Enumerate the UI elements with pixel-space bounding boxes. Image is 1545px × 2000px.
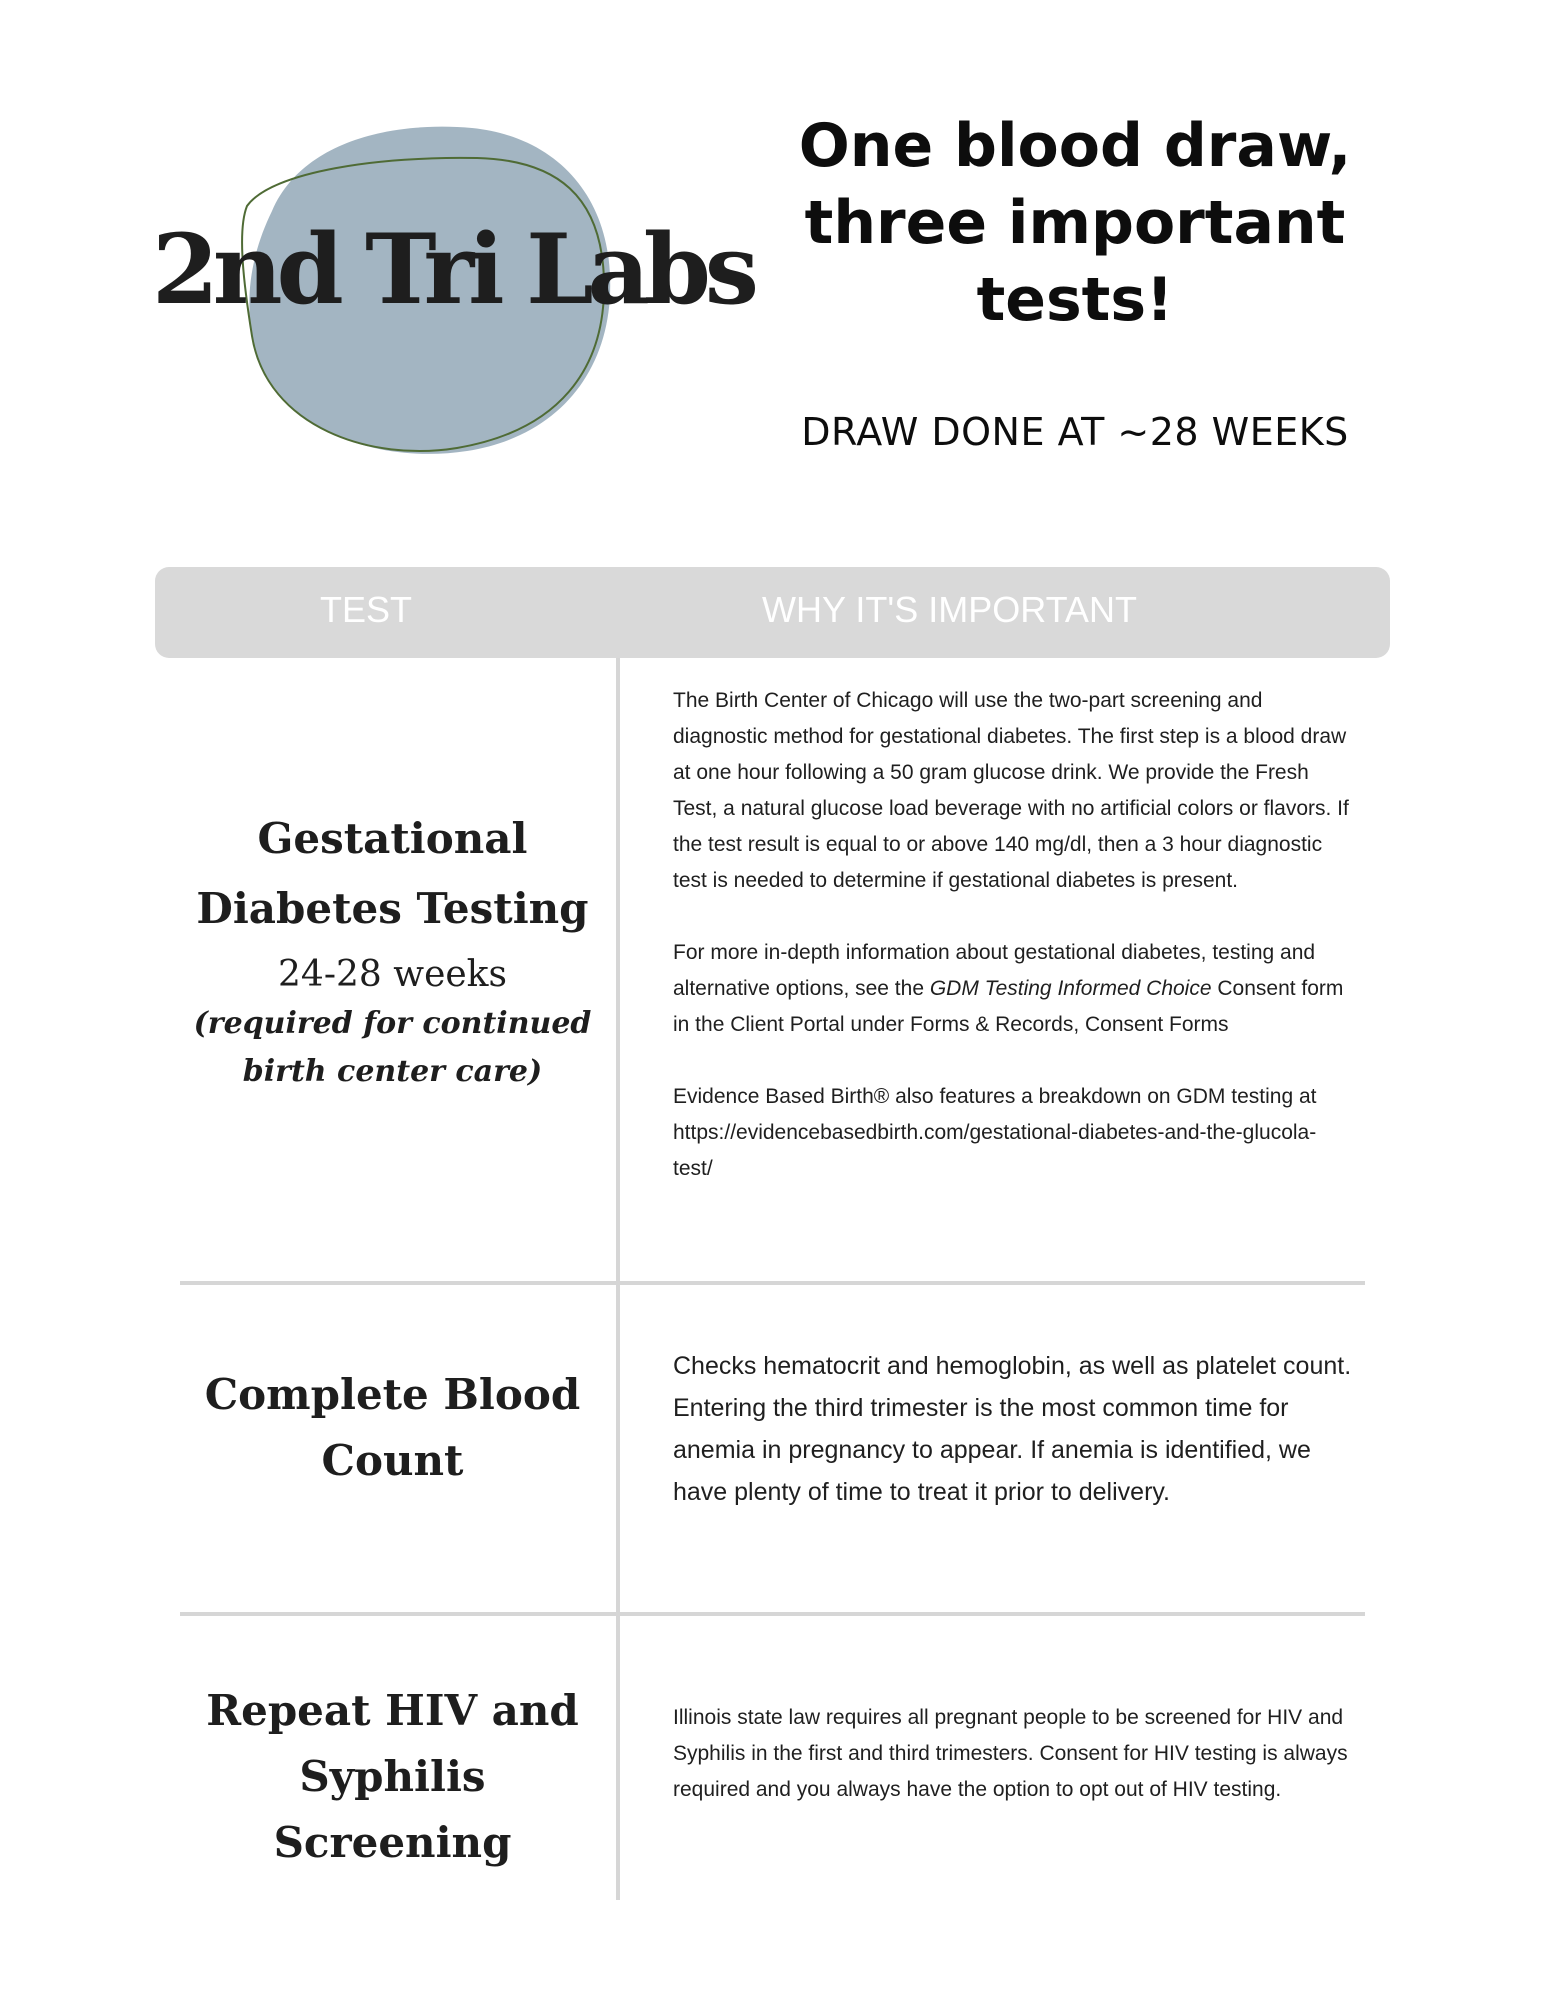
test-weeks: 24-28 weeks: [278, 954, 507, 995]
headline-line: three important: [804, 188, 1346, 258]
description-paragraph: Illinois state law requires all pregnant people to be screened for HIV and Syphilis in the first and third trimesters. Consent for HIV testing is always required and you always have the option to opt out of HIV testing.: [673, 1706, 1348, 1801]
column-header-test: TEST: [319, 589, 412, 630]
column-divider: [616, 658, 620, 1900]
test-note-line: birth center care): [242, 1054, 543, 1089]
draw-timing-subhead: DRAW DONE AT ~28 WEEKS: [801, 410, 1349, 454]
test-name-line: Syphilis Screening: [273, 1752, 512, 1867]
description-paragraph: [673, 935, 1353, 1043]
description-text: Consent form in the Client Portal under Forms & Records, Consent Forms: [673, 977, 1344, 1036]
description-paragraph: The Birth Center of Chicago will use the two-part screening and diagnostic method for gestational diabetes. The first step is a blood draw at one hour following a 50 gram glucose drink. We provide the Fresh Test, a natural glucose load beverage with no artificial colors or flavors. If the test result is equal to or above 140 mg/dl, then a 3 hour diagnostic test is needed to determine if gestational diabetes is present.: [673, 689, 1349, 892]
informed-choice-form-name: GDM Testing Informed Choice: [929, 977, 1212, 1000]
description-paragraph: Checks hematocrit and hemoglobin, as well as platelet count. Entering the third trimester is the most common time for anemia in pregnancy to appear. If anemia is identified, we have plenty of time to treat it prior to delivery.: [673, 1352, 1352, 1506]
column-header-why: WHY IT'S IMPORTANT: [762, 589, 1137, 630]
row-divider: [180, 1281, 1365, 1285]
test-name-line: Complete Blood: [204, 1370, 581, 1419]
description-paragraph-evidence-link: Evidence Based Birth® also features a breakdown on GDM testing at https://evidencebasedbirth.com/gestational-diabetes-and-the-glucola-test/: [673, 1085, 1317, 1180]
test-requirement-note: [180, 1000, 605, 1096]
test-note-line: (required for continued: [193, 1006, 592, 1041]
headline: [765, 108, 1385, 339]
description-hiv-syphilis: [673, 1700, 1353, 1808]
description-complete-blood-count: [673, 1345, 1353, 1513]
description-gestational-diabetes: [673, 683, 1353, 1187]
test-name-complete-blood-count: [180, 1362, 605, 1494]
test-name-line: Repeat HIV and: [206, 1686, 579, 1735]
row-divider: [180, 1612, 1365, 1616]
description-text: For more in-depth information about gestational diabetes, testing and alternative options, see the: [673, 941, 1316, 1000]
test-name-line: Count: [321, 1436, 464, 1485]
headline-line: tests!: [976, 265, 1174, 335]
test-name-line: Diabetes Testing: [196, 884, 589, 933]
headline-line: One blood draw,: [798, 111, 1352, 181]
test-name-line: Gestational: [257, 814, 528, 863]
test-name-hiv-syphilis: [180, 1678, 605, 1876]
table-header-bar: [155, 567, 1390, 658]
logo-wordmark: 2nd Tri Labs: [152, 213, 753, 326]
test-name-gestational-diabetes: [180, 804, 605, 1096]
